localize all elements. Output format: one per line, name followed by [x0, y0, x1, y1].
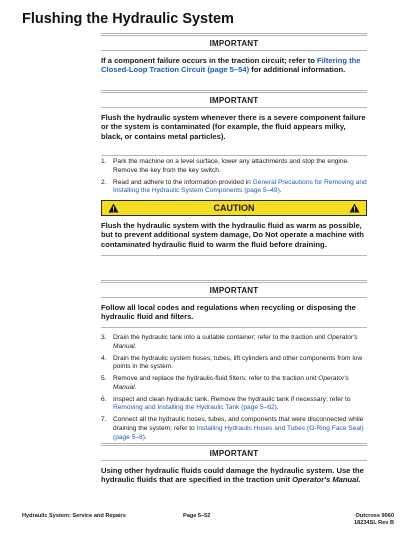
important-heading: IMPORTANT — [209, 39, 259, 48]
important-text-end: for additional information. — [249, 65, 346, 75]
step-text: Remove and replace the hydraulic-fluid filters; refer to the traction unit — [113, 375, 319, 383]
step-text: Read and adhere to the information provided in — [113, 178, 253, 186]
step-1 — [101, 158, 367, 175]
step-list — [101, 158, 367, 196]
step-number: 5. — [101, 375, 107, 383]
step-3 — [101, 334, 367, 351]
footer-document-id — [354, 513, 394, 527]
step-text: Connect all the hydraulic hoses, tubes, and components that were disconnected while draining the system; refer to — [113, 416, 364, 432]
caution-text: Flush the hydraulic system with the hydraulic fluid as warm as possible, but to prevent additional system damage, Do Not operate a machine with contaminated hydraulic fluid to warm the fluid before draining. — [101, 221, 364, 249]
footer-revision: 18234SL Rev B — [353, 520, 394, 526]
divider — [101, 255, 367, 256]
warning-triangle-icon — [108, 203, 119, 213]
step-text-end: . — [134, 342, 137, 350]
procedure-steps-b — [101, 327, 367, 445]
footer-model: Outcross 9060 — [355, 513, 394, 519]
step-4 — [101, 355, 367, 372]
link-hydraulic-tank[interactable]: Removing and Installing the Hydraulic Tank (page 5–62) — [113, 404, 277, 412]
important-notice-1 — [101, 33, 367, 75]
step-number: 6. — [101, 395, 107, 403]
step-7 — [101, 416, 367, 442]
link-filtering-closed-loop[interactable]: Filtering the Closed-Loop Traction Circuit (page 5–54) — [101, 56, 361, 75]
step-number: 4. — [101, 354, 107, 362]
step-text: Park the machine on a level surface, lower any attachments and stop the engine. Remove the key from the key switch. — [113, 158, 350, 174]
important-heading: IMPORTANT — [209, 96, 259, 105]
caution-notice — [101, 200, 367, 256]
footer-page-number: Page 5–52 — [183, 513, 211, 519]
important-text: Flush the hydraulic system whenever there is a severe component failure or the system is contaminated (for example, the fluid appears milky, black, or contains metal particles). — [101, 113, 366, 141]
manual-reference: Operator's Manual — [113, 334, 358, 350]
important-notice-4 — [101, 443, 367, 485]
divider — [101, 155, 367, 156]
important-text-start: Using other hydraulic fluids could damage the hydraulic system. Use the hydraulic fluids that are specified in the traction unit — [101, 466, 364, 485]
step-6 — [101, 396, 367, 413]
step-number: 2. — [101, 178, 107, 186]
step-5 — [101, 375, 367, 392]
important-heading: IMPORTANT — [209, 449, 259, 458]
page-title: Flushing the Hydraulic System — [22, 11, 234, 27]
step-text-end: . — [276, 404, 279, 412]
divider — [101, 50, 367, 51]
caution-banner — [101, 200, 367, 216]
step-number: 1. — [101, 158, 107, 165]
procedure-steps-a — [101, 155, 367, 199]
important-text — [101, 56, 367, 75]
important-heading: IMPORTANT — [209, 286, 259, 295]
link-general-precautions[interactable]: General Precautions for Removing and Installing the Hydraulic System Components (page 5–49) — [113, 178, 367, 195]
divider — [101, 297, 367, 298]
important-notice-2 — [101, 90, 367, 141]
important-notice-3 — [101, 280, 367, 322]
step-text: Inspect and clean hydraulic tank. Remove the hydraulic tank if necessary; refer to — [113, 395, 351, 403]
manual-reference: Operator's Manual — [292, 475, 359, 485]
footer-section-title: Hydraulic System: Service and Repairs — [22, 513, 126, 519]
caution-label: CAUTION — [213, 203, 255, 213]
important-text-start: If a component failure occurs in the traction circuit; refer to — [101, 56, 318, 65]
important-text-end: . — [358, 475, 361, 485]
step-text: Drain the hydraulic tank into a suitable container; refer to the traction unit — [113, 334, 328, 341]
step-number: 7. — [101, 416, 107, 424]
step-text-end: . — [134, 383, 137, 391]
divider — [101, 460, 367, 461]
step-text-end: . — [279, 187, 282, 195]
step-text-end: . — [144, 433, 147, 441]
link-hydraulic-hoses[interactable]: Installing Hydraulic Hoses and Tubes (O-Ring Face Seal) (page 5–8) — [113, 424, 364, 441]
step-2 — [101, 179, 367, 196]
step-text: Drain the hydraulic system hoses, tubes, lift cylinders and other components from low points in the system. — [113, 354, 363, 371]
important-text — [101, 466, 367, 485]
important-text: Follow all local codes and regulations when recycling or disposing the hydraulic fluid and filters. — [101, 303, 356, 322]
step-number: 3. — [101, 334, 107, 341]
divider — [101, 107, 367, 108]
divider — [101, 327, 367, 328]
warning-triangle-icon — [349, 203, 360, 213]
step-list — [101, 334, 367, 442]
manual-reference: Operator's Manual — [113, 375, 349, 391]
